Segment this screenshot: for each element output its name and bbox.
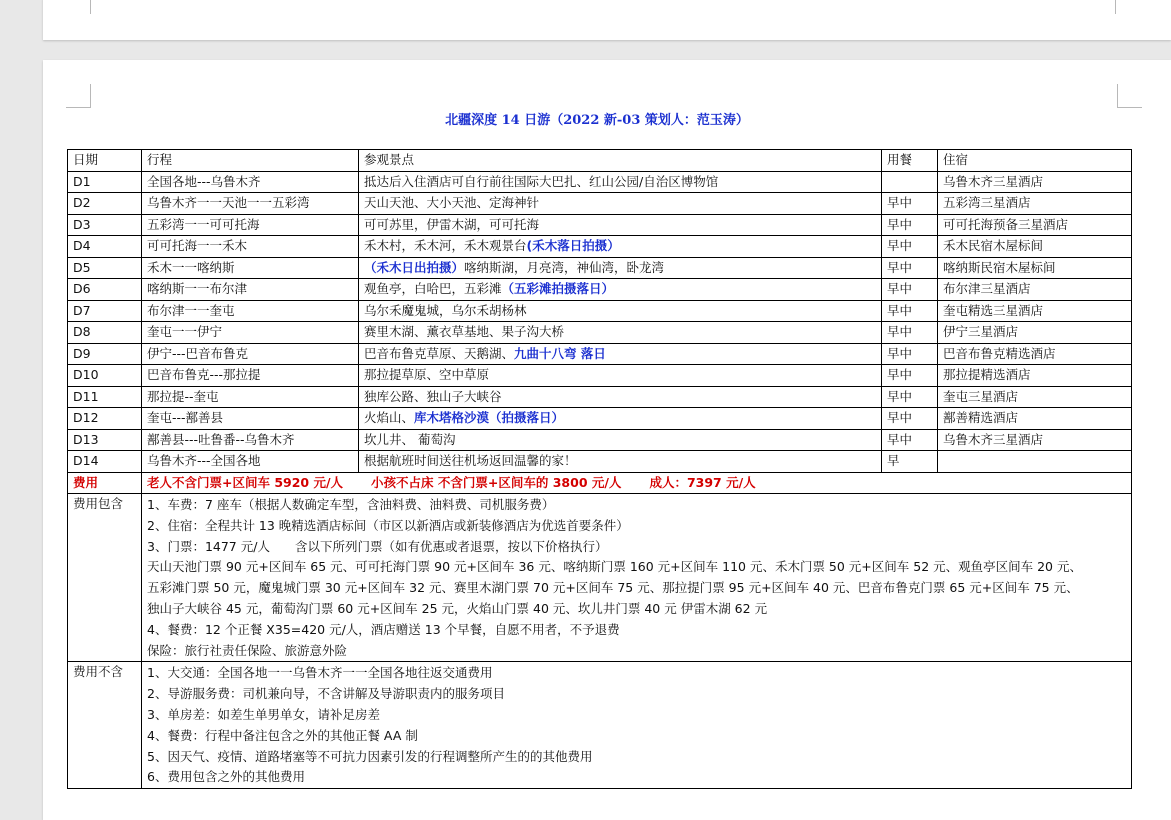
sights-cell [359, 193, 882, 215]
sights-cell [359, 365, 882, 387]
day-cell: D10 [68, 365, 142, 387]
meals-cell: 早中 [882, 365, 938, 387]
meals-cell: 早中 [882, 408, 938, 430]
sights-text: 坎儿井、 葡萄沟 [364, 431, 456, 447]
day-cell: D2 [68, 193, 142, 215]
sights-text: 天山天池、大小天池、定海神针 [364, 195, 540, 211]
document-page [43, 60, 1171, 820]
meals-cell: 早中 [882, 214, 938, 236]
sights-text: 那拉提草原、空中草原 [364, 367, 490, 383]
meals-cell: 早中 [882, 386, 938, 408]
meals-cell: 早 [882, 451, 938, 473]
fee-adult-price: 老人不含门票+区间车 5920 元/人 [147, 474, 344, 490]
included-row [68, 494, 1132, 662]
table-row [68, 236, 1132, 258]
excluded-line: 5、因天气、疫情、道路堵塞等不可抗力因素引发的行程调整所产生的的其他费用 [147, 748, 593, 764]
sights-text: 可可苏里，伊雷木湖，可可托海 [364, 216, 540, 232]
meals-cell: 早中 [882, 429, 938, 451]
day-cell: D14 [68, 451, 142, 473]
sights-cell [359, 279, 882, 301]
excluded-line: 2、导游服务费：司机兼向导，不含讲解及导游职责内的服务项目 [147, 686, 505, 702]
fee-row [68, 472, 1132, 494]
meals-cell: 早中 [882, 343, 938, 365]
day-cell: D8 [68, 322, 142, 344]
meals-cell: 早中 [882, 236, 938, 258]
hotel-cell [938, 451, 1132, 473]
included-label: 费用包含 [68, 494, 142, 662]
day-cell: D1 [68, 171, 142, 193]
fee-prices [142, 472, 1132, 494]
meals-cell: 早中 [882, 257, 938, 279]
margin-marker [1115, 0, 1116, 14]
day-cell: D13 [68, 429, 142, 451]
included-line: 2、住宿：全程共计 13 晚精选酒店标间（市区以新酒店或新装修酒店为优选首要条件） [147, 517, 629, 533]
day-cell: D12 [68, 408, 142, 430]
sights-text: 抵达后入住酒店可自行前往国际大巴扎、红山公园/自治区博物馆 [364, 173, 719, 189]
route-cell: 全国各地---乌鲁木齐 [142, 171, 359, 193]
day-cell: D6 [68, 279, 142, 301]
sights-text: 火焰山、 [364, 410, 415, 426]
sights-text: 巴音布鲁克草原、天鹅湖、 [364, 345, 515, 361]
sights-highlight: 库木塔格沙漠（拍摄落日） [414, 410, 565, 426]
excluded-line: 3、单房差：如差生单男单女，请补足房差 [147, 706, 380, 722]
hotel-cell: 禾木民宿木屋标间 [938, 236, 1132, 258]
table-row [68, 386, 1132, 408]
sights-cell [359, 408, 882, 430]
route-cell: 布尔津一一奎屯 [142, 300, 359, 322]
included-line: 1、车费：7 座车（根据人数确定车型，含油料费、油料费、司机服务费） [147, 497, 555, 512]
included-line: 天山天池门票 90 元+区间车 65 元、可可托海门票 90 元+区间车 36 元、喀纳斯门票 160 元+区间车 110 元、禾木门票 50 元+区间车 52 元、观鱼亭区间车 20 元、 [147, 559, 1082, 575]
table-row [68, 451, 1132, 473]
hotel-cell: 喀纳斯民宿木屋标间 [938, 257, 1132, 279]
sights-text: 根据航班时间送往机场返回温馨的家！ [364, 453, 577, 469]
sights-text: 独库公路、独山子大峡谷 [364, 388, 502, 404]
table-row [68, 300, 1132, 322]
route-cell: 喀纳斯一一布尔津 [142, 279, 359, 301]
route-cell: 五彩湾一一可可托海 [142, 214, 359, 236]
route-cell: 禾木一一喀纳斯 [142, 257, 359, 279]
table-row [68, 429, 1132, 451]
included-line: 五彩滩门票 50 元，魔鬼城门票 30 元+区间车 32 元、赛里木湖门票 70 元+区间车 75 元、那拉提门票 95 元+区间车 40 元、巴音布鲁克门票 65 元+区间车 75 元、 [147, 580, 1079, 596]
sights-cell [359, 386, 882, 408]
sights-cell [359, 171, 882, 193]
fee-label: 费用 [68, 472, 142, 494]
sights-cell [359, 451, 882, 473]
hotel-cell: 乌鲁木齐三星酒店 [938, 171, 1132, 193]
day-cell: D5 [68, 257, 142, 279]
hotel-cell: 可可托海预备三星酒店 [938, 214, 1132, 236]
itinerary-table-body [68, 150, 1132, 789]
route-cell: 伊宁---巴音布鲁克 [142, 343, 359, 365]
hotel-cell: 五彩湾三星酒店 [938, 193, 1132, 215]
table-row [68, 193, 1132, 215]
hotel-cell: 奎屯三星酒店 [938, 386, 1132, 408]
hotel-cell: 乌鲁木齐三星酒店 [938, 429, 1132, 451]
margin-corner-top-left [66, 84, 91, 108]
excluded-label: 费用不含 [68, 662, 142, 789]
route-cell: 奎屯---鄯善县 [142, 408, 359, 430]
route-cell: 奎屯一一伊宁 [142, 322, 359, 344]
header-sights: 参观景点 [359, 150, 882, 172]
route-cell: 那拉提--奎屯 [142, 386, 359, 408]
hotel-cell: 奎屯精选三星酒店 [938, 300, 1132, 322]
sights-text: 禾木村，禾木河，禾木观景台 [364, 238, 527, 254]
hotel-cell: 伊宁三星酒店 [938, 322, 1132, 344]
table-row [68, 322, 1132, 344]
included-line: 3、门票：1477 元/人 含以下所列门票（如有优惠或者退票，按以下价格执行） [147, 538, 608, 554]
route-cell: 巴音布鲁克---那拉提 [142, 365, 359, 387]
excluded-row [68, 662, 1132, 789]
included-details [142, 494, 1132, 662]
sights-highlight: (禾木落日拍摄） [526, 238, 620, 254]
hotel-cell: 巴音布鲁克精选酒店 [938, 343, 1132, 365]
day-cell: D7 [68, 300, 142, 322]
meals-cell [882, 171, 938, 193]
sights-text: 观鱼亭，白哈巴，五彩滩 [364, 281, 502, 297]
sights-cell [359, 257, 882, 279]
included-line: 4、餐费：12 个正餐 X35=420 元/人，酒店赠送 13 个早餐，自愿不用者，不予退费 [147, 621, 620, 637]
day-cell: D9 [68, 343, 142, 365]
sights-cell [359, 214, 882, 236]
table-row [68, 279, 1132, 301]
header-hotel: 住宿 [938, 150, 1132, 172]
table-row [68, 214, 1132, 236]
sights-cell [359, 343, 882, 365]
table-row [68, 365, 1132, 387]
included-line: 独山子大峡谷 45 元，葡萄沟门票 60 元+区间车 25 元，火焰山门票 40 元、坎儿井门票 40 元 伊雷木湖 62 元 [147, 600, 768, 616]
excluded-line: 1、大交通：全国各地一一乌鲁木齐一一全国各地往返交通费用 [147, 665, 493, 681]
sights-text: 乌尔禾魔鬼城，乌尔禾胡杨林 [364, 302, 527, 318]
table-row [68, 257, 1132, 279]
document-title: 北疆深度 14 日游（2022 新-03 策划人：范玉涛） [445, 113, 749, 128]
table-row [68, 171, 1132, 193]
meals-cell: 早中 [882, 279, 938, 301]
route-cell: 鄯善县---吐鲁番--乌鲁木齐 [142, 429, 359, 451]
header-meals: 用餐 [882, 150, 938, 172]
sights-cell [359, 322, 882, 344]
sights-cell [359, 300, 882, 322]
header-route: 行程 [142, 150, 359, 172]
sights-cell [359, 236, 882, 258]
table-header-row [68, 150, 1132, 172]
route-cell: 乌鲁木齐一一天池一一五彩湾 [142, 193, 359, 215]
sights-cell [359, 429, 882, 451]
excluded-line: 4、餐费：行程中备注包含之外的其他正餐 AA 制 [147, 727, 418, 743]
hotel-cell: 鄯善精选酒店 [938, 408, 1132, 430]
included-line: 保险：旅行社责任保险、旅游意外险 [147, 642, 348, 658]
itinerary-table [67, 149, 1132, 789]
table-row [68, 408, 1132, 430]
fee-adult2-price: 成人：7397 元/人 [649, 474, 756, 490]
excluded-details [142, 662, 1132, 789]
margin-corner-top-right [1117, 84, 1142, 108]
previous-page [43, 0, 1171, 40]
margin-marker [90, 0, 91, 14]
fee-child-price: 小孩不占床 不含门票+区间车的 3800 元/人 [371, 474, 622, 490]
sights-highlight: 九曲十八弯 落日 [514, 345, 606, 361]
meals-cell: 早中 [882, 193, 938, 215]
route-cell: 可可托海一一禾木 [142, 236, 359, 258]
hotel-cell: 布尔津三星酒店 [938, 279, 1132, 301]
sights-text: 赛里木湖、薰衣草基地、果子沟大桥 [364, 324, 565, 340]
header-day: 日期 [68, 150, 142, 172]
route-cell: 乌鲁木齐---全国各地 [142, 451, 359, 473]
hotel-cell: 那拉提精选酒店 [938, 365, 1132, 387]
table-row [68, 343, 1132, 365]
meals-cell: 早中 [882, 300, 938, 322]
sights-highlight: （五彩滩拍摄落日） [501, 281, 615, 297]
sights-text-after: 喀纳斯湖，月亮湾，神仙湾，卧龙湾 [464, 259, 665, 275]
day-cell: D4 [68, 236, 142, 258]
excluded-line: 6、费用包含之外的其他费用 [147, 769, 305, 785]
day-cell: D3 [68, 214, 142, 236]
meals-cell: 早中 [882, 322, 938, 344]
day-cell: D11 [68, 386, 142, 408]
sights-highlight: （禾木日出拍摄） [364, 259, 465, 275]
